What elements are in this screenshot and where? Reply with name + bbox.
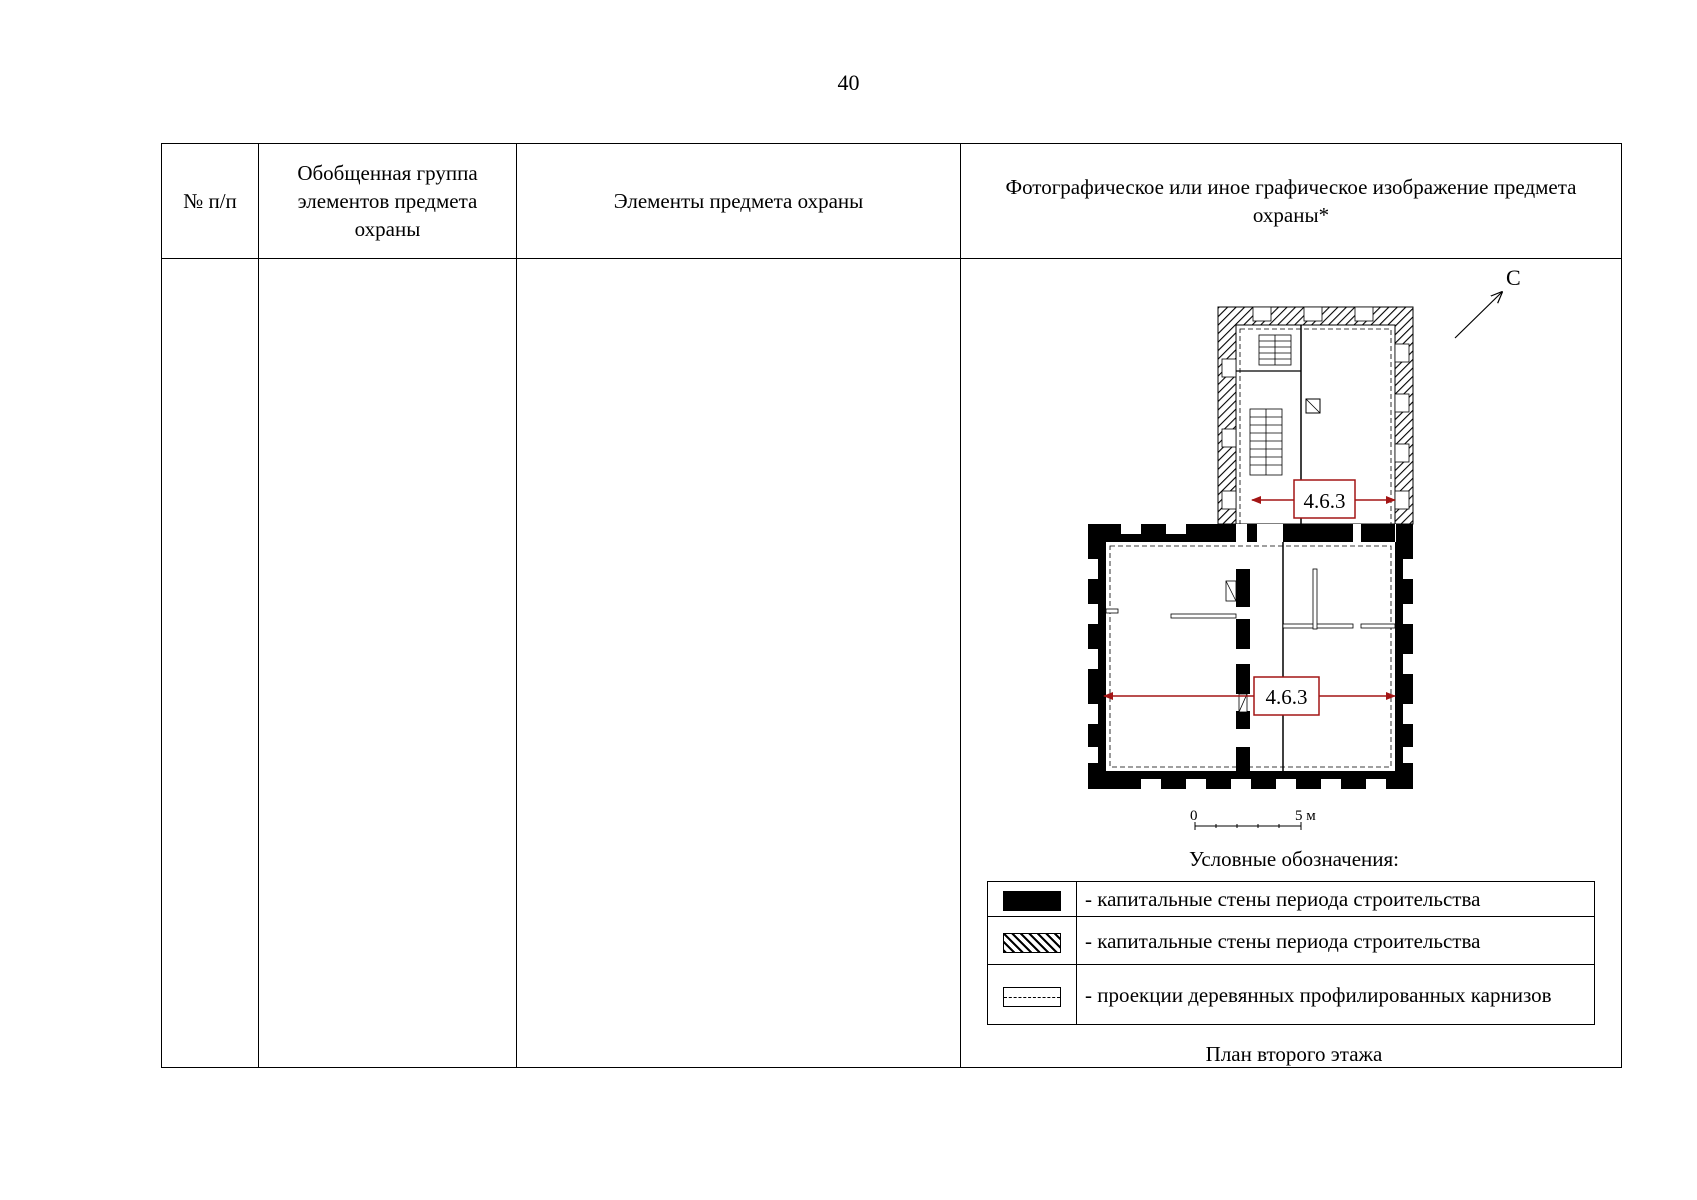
scale-zero-label: 0 — [1190, 808, 1198, 824]
legend-text: - капитальные стены периода строительства — [1077, 917, 1595, 965]
dashed-cornice-swatch-icon — [1003, 987, 1061, 1007]
cell-elements — [517, 259, 961, 1068]
hatched-wall-swatch-icon — [1003, 933, 1061, 953]
legend-row — [988, 965, 1595, 1025]
legend-text: - проекции деревянных профилированных карнизов — [1077, 965, 1595, 1025]
legend-row — [988, 917, 1595, 965]
page-number: 40 — [837, 70, 860, 95]
table-header-row — [162, 144, 1622, 259]
north-label: С — [1506, 265, 1521, 290]
legend-table — [987, 881, 1595, 1025]
cell-num — [162, 259, 259, 1068]
marker-lower-label: 4.6.3 — [1265, 685, 1308, 709]
marker-upper-group — [1252, 480, 1395, 518]
cell-image — [961, 259, 1622, 1068]
legend-text: - капитальные стены периода строительства — [1077, 882, 1595, 917]
header-num: № п/п — [162, 144, 259, 259]
cell-group — [259, 259, 517, 1068]
lower-block — [1088, 524, 1413, 789]
plan-caption: План второго этажа — [1205, 1042, 1383, 1066]
protection-subject-table — [161, 143, 1622, 1068]
legend-row — [988, 882, 1595, 917]
scale-bar — [1190, 808, 1316, 830]
scale-five-label: 5 м — [1295, 808, 1316, 824]
header-group: Обобщенная группа элементов предмета охраны — [259, 144, 517, 259]
legend-title: Условные обозначения: — [1188, 847, 1400, 871]
north-arrow — [1455, 265, 1521, 338]
solid-wall-swatch-icon — [1003, 891, 1061, 911]
marker-upper-label: 4.6.3 — [1303, 489, 1346, 513]
header-elements: Элементы предмета охраны — [517, 144, 961, 259]
header-image: Фотографическое или иное графическое изображение предмета охраны* — [961, 144, 1622, 259]
table-row — [162, 259, 1622, 1068]
